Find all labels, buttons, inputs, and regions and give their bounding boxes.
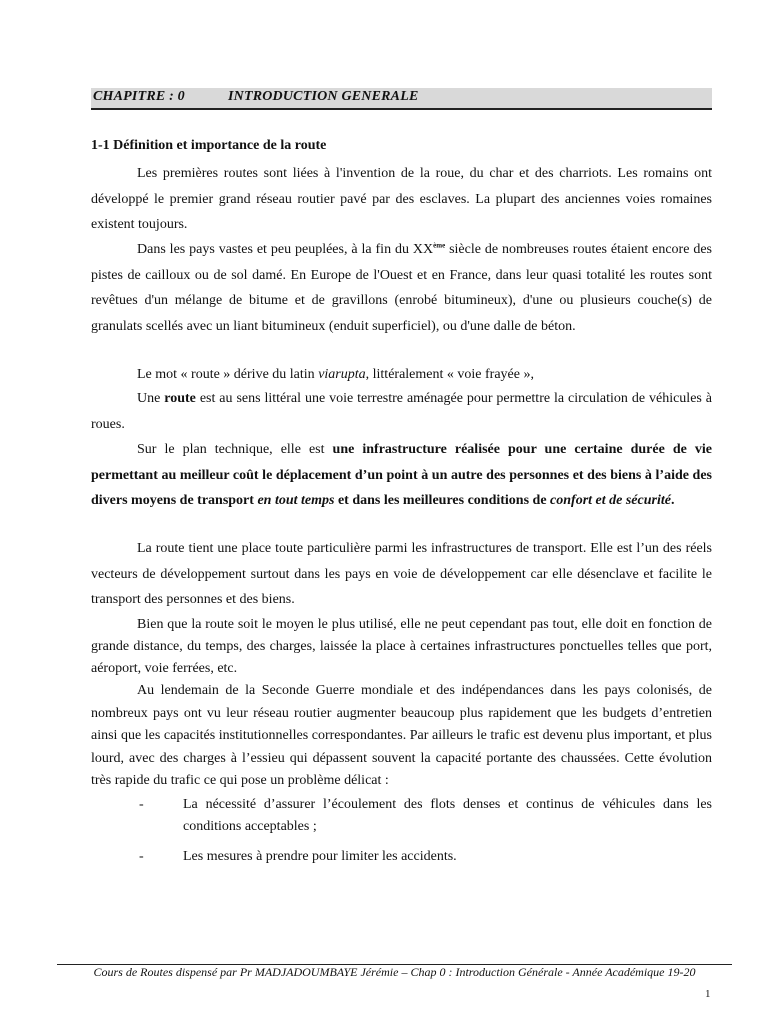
paragraph-road-surfaces bbox=[91, 237, 712, 339]
p5-text-start: Sur le plan technique, elle est bbox=[137, 442, 333, 457]
list-item-text: Les mesures à prendre pour limiter les accidents. bbox=[183, 849, 457, 864]
paragraph-etymology bbox=[91, 364, 712, 386]
paragraph-postwar-context: Au lendemain de la Seconde Guerre mondiale et des indépendances dans les pays colonisés, de nombreux pays ont vu leur réseau routier augmenter beaucoup plus rapidement que les budgets d’entretien ainsi que les capacités institutionnelles correspondantes. Par ailleurs le trafic est devenu plus important, et plus lourd, avec des charges à l’essieu qui dépassent souvent la capacité portante des chaussées. Cette évolution très rapide du trafic ce qui pose un problème délicat : bbox=[91, 683, 712, 788]
p5-bold-part-3: . bbox=[670, 493, 675, 508]
chapter-header-bar bbox=[91, 88, 712, 110]
p4-text-end: est au sens littéral une voie terrestre aménagée pour permettre la circulation de véhicules à roues. bbox=[91, 391, 712, 432]
paragraph-road-limits: Bien que la route soit le moyen le plus utilisé, elle ne peut cependant pas tout, elle doit en fonction de grande distance, du temps, des charges, laissée la place à certaines infrastructures ponctuelles telles que port, aéroport, voie ferrées, etc. bbox=[91, 617, 712, 676]
page-footer: Cours de Routes dispensé par Pr MADJADOUMBAYE Jérémie – Chap 0 : Introduction Générale - Année Académique 19-20 bbox=[93, 965, 696, 979]
p4-bold-term: route bbox=[164, 391, 196, 406]
p4-text-start: Une bbox=[137, 391, 165, 406]
paragraph-origins: Les premières routes sont liées à l'invention de la roue, du char et des charriots. Les romains ont développé le premier grand réseau routier pavé par des esclaves. La plupart des anciennes voies romaines existent toujours. bbox=[91, 166, 712, 232]
list-item-text: La nécessité d’assurer l’écoulement des flots denses et continus de véhicules dans les conditions acceptables ; bbox=[183, 797, 712, 834]
p5-bold-italic-part-1: en tout temps bbox=[257, 493, 335, 508]
p5-bold-part-1: une infrastructure réalisée pour une certaine durée de vie permettant au meilleur coût le déplacement d’un point à un autre des personnes et des biens à l’aide des divers moyens de transport bbox=[91, 442, 712, 508]
p2-superscript: ème bbox=[433, 241, 446, 250]
paragraph-route-definition bbox=[91, 386, 712, 437]
p2-text-end: siècle de nombreuses routes étaient encore des pistes de cailloux ou de sol damé. En Europe de l'Ouest et en France, dans leur quasi totalité les routes sont revêtues d'un mélange de bitume et de gravillons (enrobé bitumineux), d'une ou plusieurs couche(s) de granulats scellés avec un liant bitumineux (enduit superficiel), ou d'une dalle de béton. bbox=[91, 242, 713, 334]
section-heading: 1-1 Définition et importance de la route bbox=[91, 138, 327, 153]
list-bullet: - bbox=[139, 797, 144, 812]
paragraph-road-importance: La route tient une place toute particulière parmi les infrastructures de transport. Elle est l’un des réels vecteurs de développement surtout dans les pays en voie de développement car elle désenclave et facilite le transport des personnes et des biens. bbox=[91, 541, 712, 607]
chapter-number: CHAPITRE : 0 bbox=[93, 89, 185, 104]
p5-bold-part-2: et dans les meilleures conditions de bbox=[334, 493, 551, 508]
p2-text-start: Dans les pays vastes et peu peuplées, à la fin du XX bbox=[137, 242, 434, 257]
p3-latin-term: viarupta bbox=[318, 367, 366, 382]
page-number: 1 bbox=[705, 988, 711, 1000]
p5-bold-italic-part-2: confort et de sécurité bbox=[550, 493, 671, 508]
chapter-title: INTRODUCTION GENERALE bbox=[228, 89, 419, 104]
paragraph-technical-definition bbox=[91, 437, 712, 514]
p3-text-start: Le mot « route » dérive du latin bbox=[137, 367, 319, 382]
p3-text-end: , littéralement « voie frayée », bbox=[365, 367, 534, 382]
list-bullet: - bbox=[139, 849, 144, 864]
